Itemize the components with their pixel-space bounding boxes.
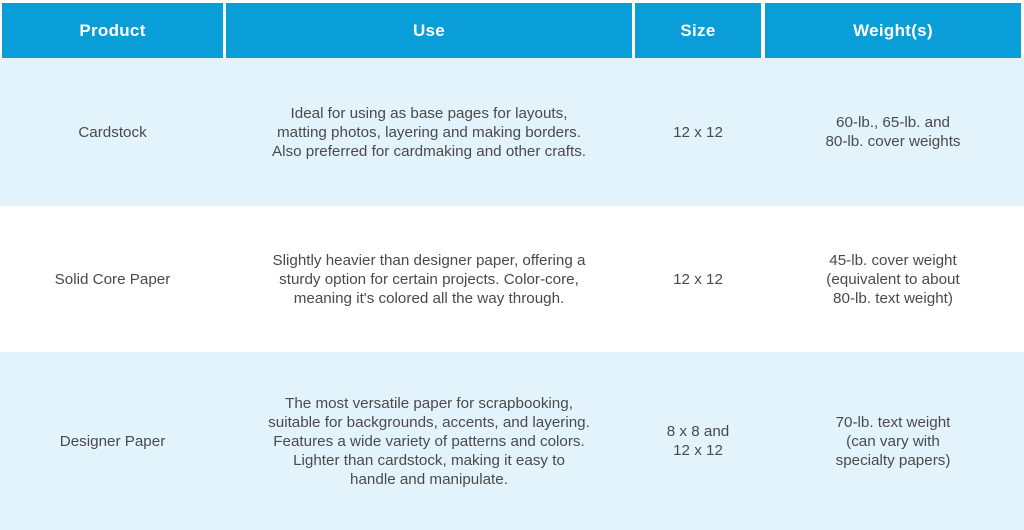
table-row: [0, 352, 1024, 530]
column-header-product: Product: [2, 3, 223, 58]
product-cell: Cardstock: [78, 123, 147, 141]
weights-cell: 70-lb. text weight (can vary with specialty papers): [835, 413, 951, 469]
column-header-size: Size: [635, 3, 761, 58]
table-row: [0, 206, 1024, 352]
size-cell: 12 x 12: [673, 123, 723, 141]
column-header-weights: Weight(s): [765, 3, 1021, 58]
column-header-use: Use: [226, 3, 632, 58]
size-cell: 12 x 12: [673, 270, 723, 288]
weights-cell: 60-lb., 65-lb. and 80-lb. cover weights: [825, 114, 961, 150]
size-cell: 8 x 8 and 12 x 12: [666, 423, 730, 459]
use-cell: Ideal for using as base pages for layouts, matting photos, layering and making borders. Also preferred for cardmaking and other crafts.: [271, 104, 587, 160]
table-header-row: [0, 3, 1024, 58]
table-row: [0, 58, 1024, 206]
weights-cell: 45-lb. cover weight (equivalent to about 80-lb. text weight): [826, 251, 960, 307]
use-cell: Slightly heavier than designer paper, offering a sturdy option for certain projects. Color-core, meaning it's colored all the way through.: [272, 251, 586, 307]
use-cell: The most versatile paper for scrapbooking, suitable for backgrounds, accents, and layering. Features a wide variety of patterns and colors. Lighter than cardstock, making it easy to handle and manipulate.: [268, 394, 590, 488]
product-cell: Designer Paper: [59, 432, 166, 450]
product-cell: Solid Core Paper: [54, 270, 171, 288]
